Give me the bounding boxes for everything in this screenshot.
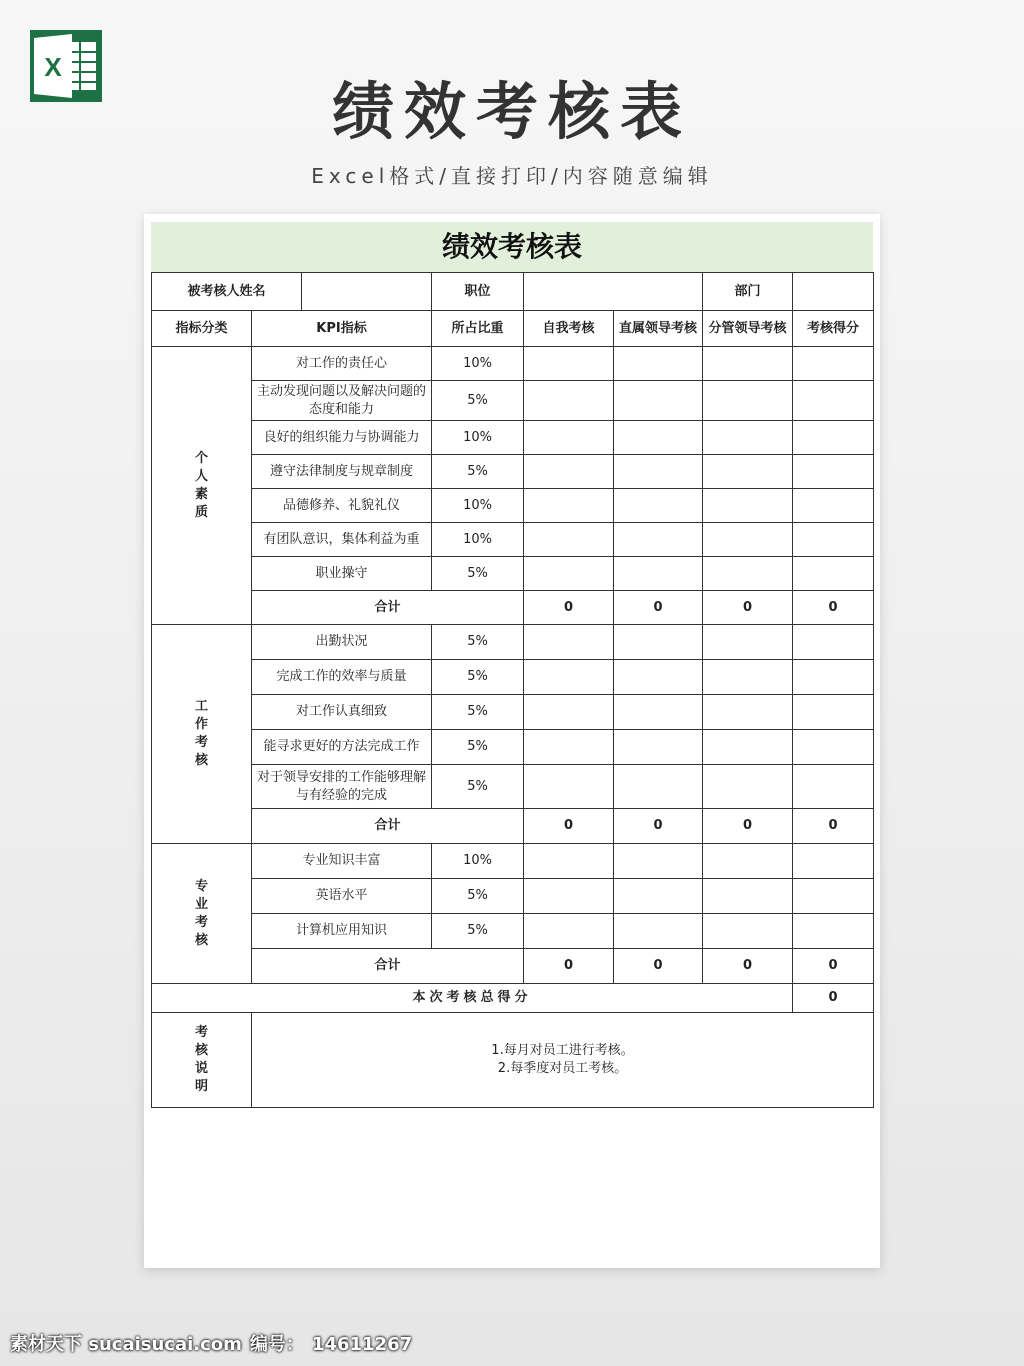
score-cell[interactable] (524, 421, 614, 455)
subtotal-value: 0 (793, 949, 874, 984)
score-cell[interactable] (703, 914, 793, 949)
info-row (152, 273, 874, 311)
page-title: 绩效考核表 (331, 75, 692, 148)
notes-label-cell (152, 1013, 252, 1108)
score-cell[interactable] (524, 347, 614, 381)
table-row (152, 489, 874, 523)
subtotal-value: 0 (524, 591, 614, 625)
score-cell[interactable] (793, 347, 874, 381)
note-line: 2.每季度对员工考核。 (497, 1061, 628, 1076)
score-cell[interactable] (793, 523, 874, 557)
notes-row (152, 1013, 874, 1108)
score-cell[interactable] (703, 625, 793, 660)
dept-value[interactable] (793, 273, 874, 311)
table-row (152, 625, 874, 660)
kpi-cell: 职业操守 (252, 557, 432, 591)
score-cell[interactable] (614, 421, 703, 455)
table-row (152, 844, 874, 879)
score-cell[interactable] (793, 914, 874, 949)
note-line: 1.每月对员工进行考核。 (491, 1043, 634, 1058)
kpi-table (151, 272, 874, 1108)
score-cell[interactable] (524, 381, 614, 421)
notes-label: 考 核 说 明 (194, 1025, 208, 1094)
kpi-cell: 完成工作的效率与质量 (252, 660, 432, 695)
kpi-cell: 遵守法律制度与规章制度 (252, 455, 432, 489)
kpi-cell: 品德修养、礼貌礼仪 (252, 489, 432, 523)
kpi-cell: 出勤状况 (252, 625, 432, 660)
score-cell[interactable] (793, 695, 874, 730)
kpi-cell: 良好的组织能力与协调能力 (252, 421, 432, 455)
score-cell[interactable] (793, 421, 874, 455)
score-cell[interactable] (524, 489, 614, 523)
table-row (152, 765, 874, 809)
score-cell[interactable] (524, 523, 614, 557)
score-cell[interactable] (524, 455, 614, 489)
name-label: 被考核人姓名 (152, 273, 302, 311)
weight-cell: 10% (432, 844, 524, 879)
subtotal-value: 0 (524, 809, 614, 844)
watermark-site: 素材天下 sucaisucai.com (10, 1334, 242, 1355)
score-cell[interactable] (703, 455, 793, 489)
weight-cell: 5% (432, 879, 524, 914)
sheet-title: 绩效考核表 (151, 222, 873, 272)
table-row (152, 455, 874, 489)
score-cell[interactable] (703, 844, 793, 879)
svg-text:X: X (44, 52, 62, 82)
subtotal-value: 0 (703, 949, 793, 984)
total-row (152, 984, 874, 1013)
score-cell[interactable] (614, 523, 703, 557)
subtotal-value: 0 (703, 591, 793, 625)
subtotal-label: 合计 (252, 949, 524, 984)
kpi-cell: 专业知识丰富 (252, 844, 432, 879)
weight-cell: 5% (432, 557, 524, 591)
subtotal-value: 0 (524, 949, 614, 984)
score-cell[interactable] (614, 695, 703, 730)
score-cell[interactable] (703, 381, 793, 421)
weight-cell: 5% (432, 625, 524, 660)
column-header: 指标分类 (152, 311, 252, 347)
subtotal-value: 0 (793, 591, 874, 625)
weight-cell: 5% (432, 455, 524, 489)
notes-cell[interactable] (252, 1013, 874, 1108)
subtotal-value: 0 (793, 809, 874, 844)
category-label: 个 人 素 质 (194, 450, 208, 520)
column-header: 分管领导考核 (703, 311, 793, 347)
score-cell[interactable] (793, 381, 874, 421)
total-value: 0 (793, 984, 874, 1013)
weight-cell: 5% (432, 381, 524, 421)
score-cell[interactable] (614, 557, 703, 591)
weight-cell: 5% (432, 695, 524, 730)
column-header: 直属领导考核 (614, 311, 703, 347)
score-cell[interactable] (614, 381, 703, 421)
score-cell[interactable] (703, 660, 793, 695)
name-value[interactable] (302, 273, 432, 311)
weight-cell: 10% (432, 347, 524, 381)
table-row (152, 879, 874, 914)
kpi-cell: 英语水平 (252, 879, 432, 914)
weight-cell: 5% (432, 765, 524, 809)
category-cell (152, 844, 252, 984)
kpi-cell: 对于领导安排的工作能够理解与有经验的完成 (252, 765, 432, 809)
subtotal-row (152, 591, 874, 625)
score-cell[interactable] (793, 557, 874, 591)
position-label: 职位 (432, 273, 524, 311)
score-cell[interactable] (793, 844, 874, 879)
score-cell[interactable] (524, 844, 614, 879)
subtotal-value: 0 (703, 809, 793, 844)
column-header: 自我考核 (524, 311, 614, 347)
score-cell[interactable] (524, 625, 614, 660)
weight-cell: 5% (432, 660, 524, 695)
score-cell[interactable] (793, 730, 874, 765)
score-cell[interactable] (793, 660, 874, 695)
score-cell[interactable] (614, 879, 703, 914)
category-cell (152, 347, 252, 625)
subtotal-row (152, 949, 874, 984)
watermark-id: 14611267 (311, 1334, 413, 1355)
subtotal-value: 0 (614, 591, 703, 625)
score-cell[interactable] (614, 844, 703, 879)
kpi-cell: 对工作的责任心 (252, 347, 432, 381)
subtotal-row (152, 809, 874, 844)
score-cell[interactable] (703, 523, 793, 557)
table-row (152, 914, 874, 949)
score-cell[interactable] (524, 660, 614, 695)
kpi-cell: 能寻求更好的方法完成工作 (252, 730, 432, 765)
table-row (152, 347, 874, 381)
subtotal-value: 0 (614, 949, 703, 984)
table-row (152, 421, 874, 455)
score-cell[interactable] (524, 730, 614, 765)
column-header: KPI指标 (252, 311, 432, 347)
score-cell[interactable] (524, 879, 614, 914)
subtotal-value: 0 (614, 809, 703, 844)
score-cell[interactable] (614, 455, 703, 489)
score-cell[interactable] (703, 557, 793, 591)
category-cell (152, 625, 252, 844)
score-cell[interactable] (793, 625, 874, 660)
kpi-cell: 对工作认真细致 (252, 695, 432, 730)
score-cell[interactable] (524, 557, 614, 591)
score-cell[interactable] (614, 347, 703, 381)
subtotal-label: 合计 (252, 591, 524, 625)
score-cell[interactable] (793, 879, 874, 914)
weight-cell: 10% (432, 523, 524, 557)
position-value[interactable] (524, 273, 703, 311)
table-row (152, 381, 874, 421)
watermark (10, 1330, 420, 1356)
score-cell[interactable] (703, 765, 793, 809)
kpi-cell: 主动发现问题以及解决问题的态度和能力 (252, 381, 432, 421)
score-cell[interactable] (524, 914, 614, 949)
score-cell[interactable] (703, 489, 793, 523)
kpi-cell: 计算机应用知识 (252, 914, 432, 949)
weight-cell: 5% (432, 914, 524, 949)
score-cell[interactable] (614, 625, 703, 660)
score-cell[interactable] (703, 730, 793, 765)
score-cell[interactable] (614, 489, 703, 523)
category-label: 工 作 考 核 (194, 699, 208, 768)
table-row (152, 523, 874, 557)
score-cell[interactable] (703, 421, 793, 455)
weight-cell: 5% (432, 730, 524, 765)
score-cell[interactable] (703, 347, 793, 381)
dept-label: 部门 (703, 273, 793, 311)
score-cell[interactable] (793, 765, 874, 809)
table-row (152, 660, 874, 695)
subtotal-label: 合计 (252, 809, 524, 844)
score-cell[interactable] (524, 695, 614, 730)
score-cell[interactable] (793, 489, 874, 523)
total-label: 本次考核总得分 (152, 984, 793, 1013)
column-header-row (152, 311, 874, 347)
kpi-cell: 有团队意识，集体利益为重 (252, 523, 432, 557)
watermark-id-label: 编号： (249, 1334, 304, 1355)
column-header: 所占比重 (432, 311, 524, 347)
weight-cell: 10% (432, 421, 524, 455)
table-row (152, 557, 874, 591)
score-cell[interactable] (703, 695, 793, 730)
score-cell[interactable] (614, 914, 703, 949)
table-row (152, 730, 874, 765)
score-cell[interactable] (703, 879, 793, 914)
table-row (152, 695, 874, 730)
category-label: 专 业 考 核 (194, 878, 208, 948)
score-cell[interactable] (614, 660, 703, 695)
score-cell[interactable] (524, 765, 614, 809)
column-header: 考核得分 (793, 311, 874, 347)
score-cell[interactable] (614, 730, 703, 765)
page-subtitle: Excel格式/直接打印/内容随意编辑 (311, 164, 713, 188)
score-cell[interactable] (793, 455, 874, 489)
score-cell[interactable] (614, 765, 703, 809)
weight-cell: 10% (432, 489, 524, 523)
